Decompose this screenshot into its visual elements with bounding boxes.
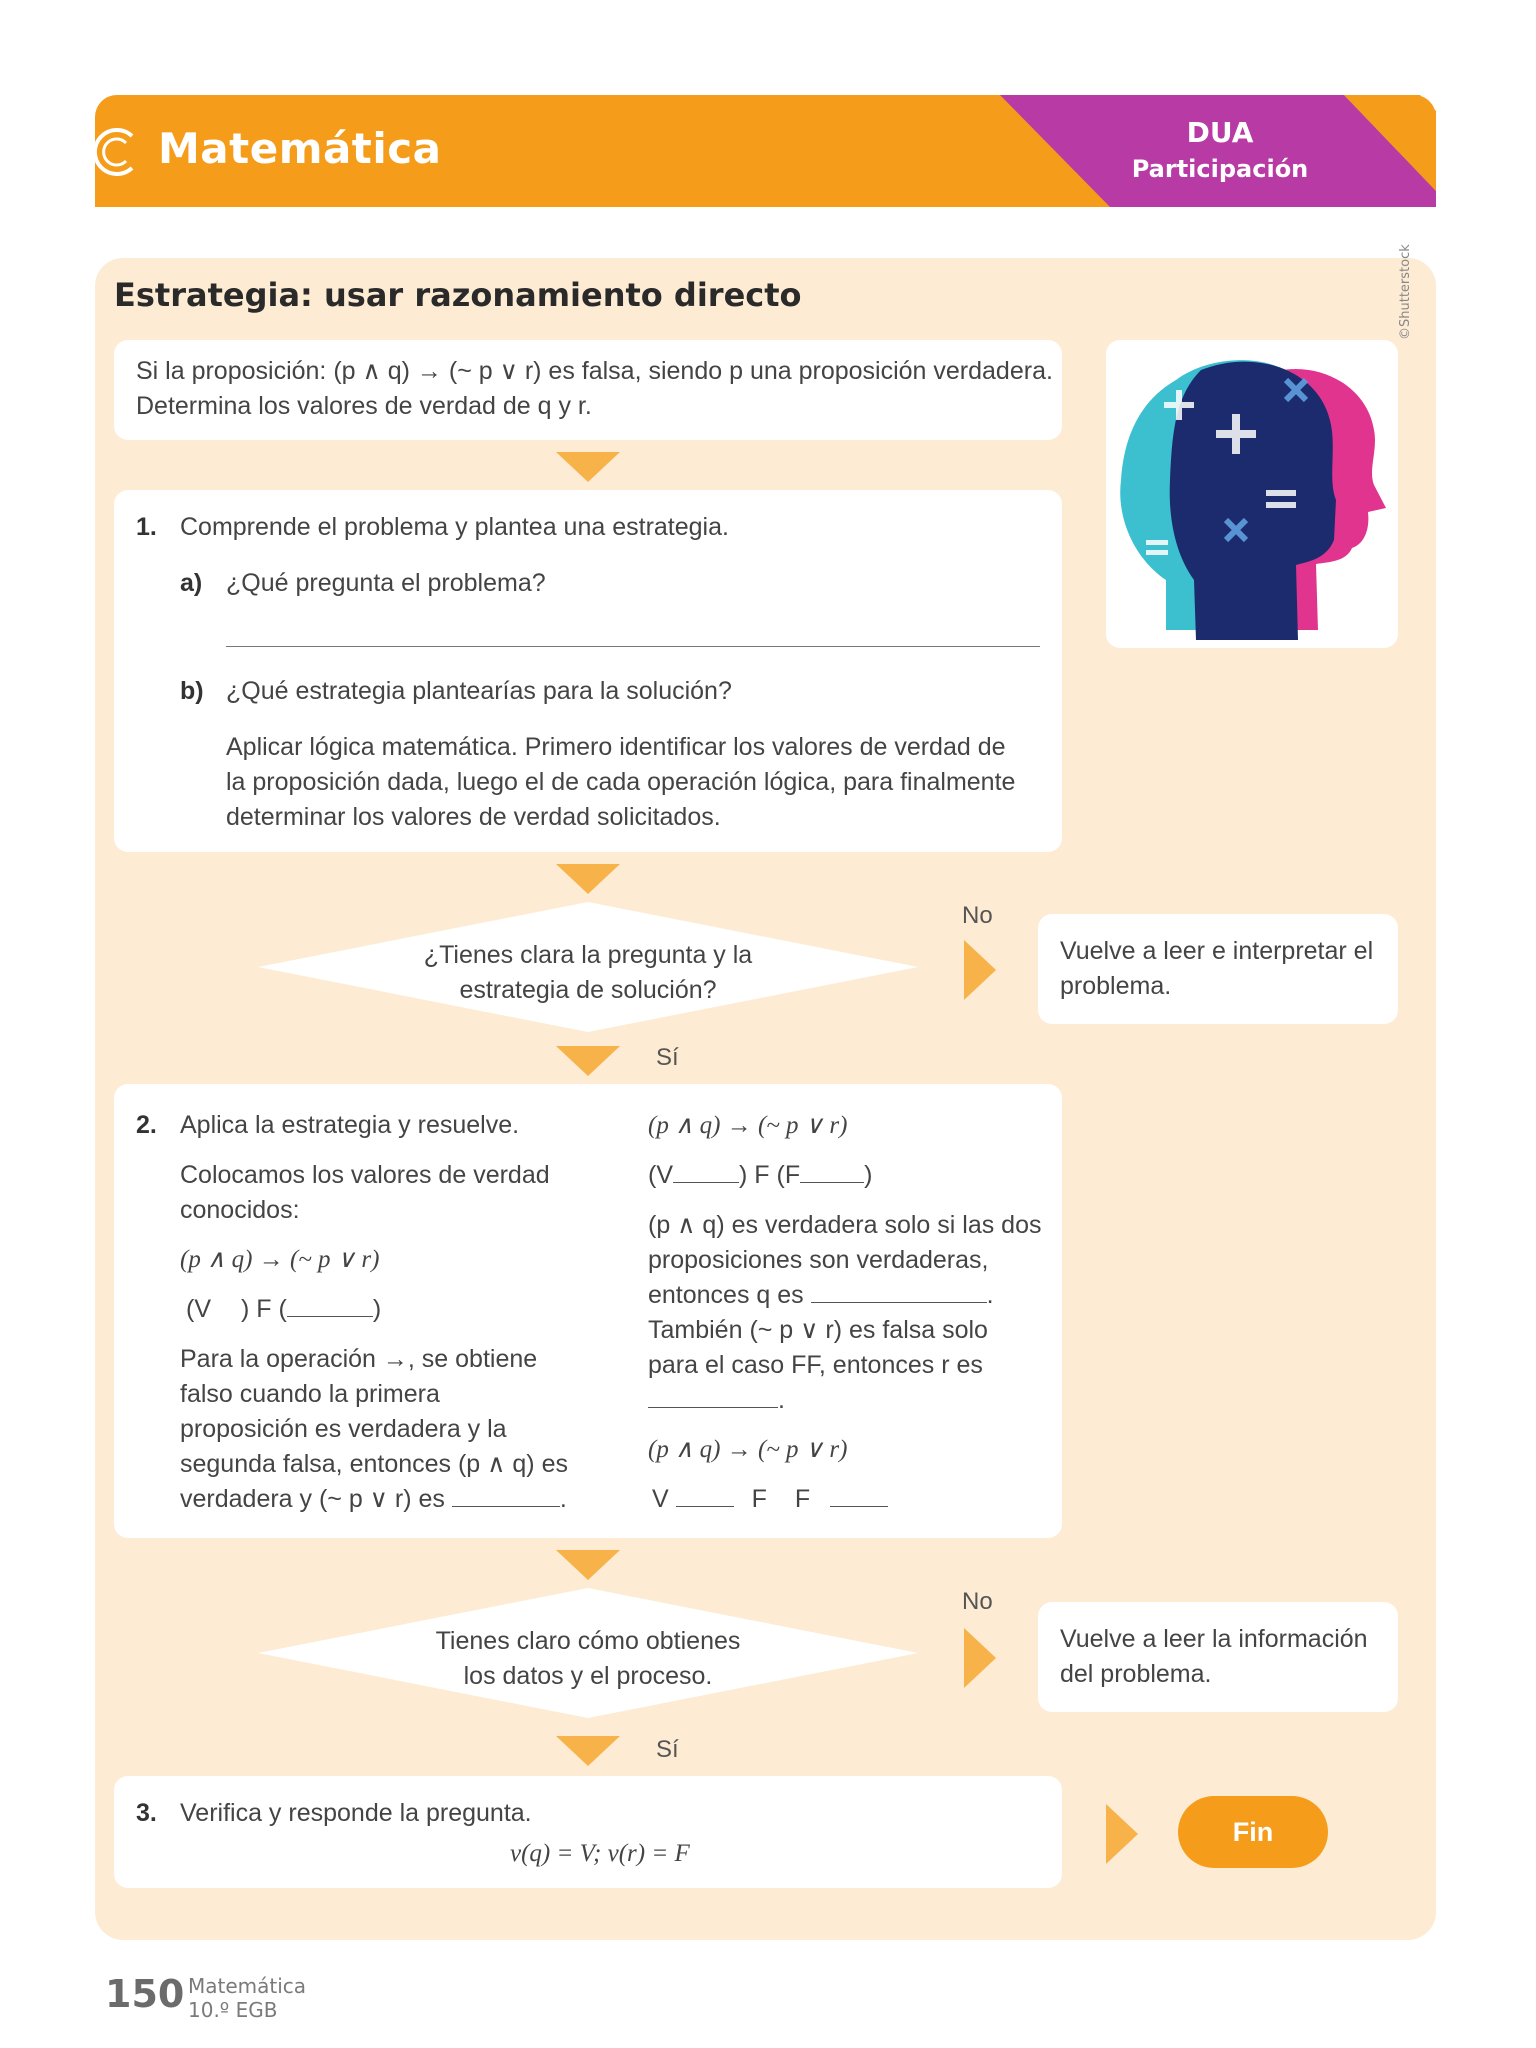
step-2-right-expression-1: (p ∧ q) → (~ p ∨ r) bbox=[648, 1112, 848, 1139]
step-2-right-p1-line-1: (p ∧ q) es verdadera solo si las dos bbox=[648, 1211, 1042, 1239]
step-2-left-p2-line-2: falso cuando la primera bbox=[180, 1380, 440, 1408]
flow-arrow-right-icon bbox=[964, 940, 996, 1000]
value-f: F bbox=[794, 1485, 811, 1513]
fill-blank[interactable] bbox=[287, 1294, 373, 1317]
step-3-number: 3. bbox=[136, 1799, 157, 1827]
flow-arrow-right-icon bbox=[964, 1628, 996, 1688]
value-v: V bbox=[652, 1485, 669, 1513]
end-terminal: Fin bbox=[1178, 1796, 1328, 1868]
problem-line-2: Determina los valores de verdad de q y r. bbox=[136, 392, 592, 420]
flow-arrow-down-icon bbox=[556, 864, 620, 894]
step-2-right-final-values bbox=[652, 1482, 888, 1517]
step-1b-answer-line-3: determinar los valores de verdad solicitados. bbox=[226, 803, 721, 831]
decision-2-side-line-1: Vuelve a leer la información bbox=[1060, 1625, 1368, 1653]
decision-2-line-2: los datos y el proceso. bbox=[463, 1662, 713, 1690]
step-1b-label: b) bbox=[180, 677, 204, 705]
step-2-right-p1-line-3: entonces q es bbox=[648, 1281, 804, 1309]
fill-blank[interactable] bbox=[800, 1160, 864, 1183]
step-3-title: Verifica y responde la pregunta. bbox=[180, 1799, 532, 1827]
step-3-box bbox=[114, 1776, 1062, 1888]
heads-math-icon bbox=[1106, 340, 1398, 648]
step-3-answer: v(q) = V; v(r) = F bbox=[510, 1840, 690, 1867]
answer-line bbox=[226, 646, 1040, 647]
dua-title: DUA bbox=[1186, 116, 1254, 149]
step-1-number: 1. bbox=[136, 513, 157, 541]
step-2-right-values bbox=[648, 1158, 872, 1193]
value-f: ) F (F bbox=[739, 1161, 801, 1189]
fill-blank[interactable] bbox=[830, 1484, 888, 1507]
step-1a-question: ¿Qué pregunta el problema? bbox=[226, 569, 546, 597]
fill-blank[interactable] bbox=[452, 1484, 560, 1507]
value-f: ) F ( bbox=[241, 1295, 287, 1323]
decision-1-no-label: No bbox=[962, 902, 993, 929]
step-2-title: Aplica la estrategia y resuelve. bbox=[180, 1111, 520, 1139]
flow-arrow-down-icon bbox=[556, 1046, 620, 1076]
flow-arrow-right-icon bbox=[1106, 1804, 1138, 1864]
step-1b-answer-line-1: Aplicar lógica matemática. Primero identificar los valores de verdad de bbox=[226, 733, 1006, 761]
strategy-title: Estrategia: usar razonamiento directo bbox=[114, 276, 802, 314]
step-2-left-p2-line-3: proposición es verdadera y la bbox=[180, 1415, 507, 1443]
value-v: (V bbox=[186, 1295, 211, 1323]
step-2-right-p1-line-2: proposiciones son verdaderas, bbox=[648, 1246, 989, 1274]
value-end: ) bbox=[372, 1295, 382, 1323]
step-2-number: 2. bbox=[136, 1111, 157, 1139]
fill-blank[interactable] bbox=[676, 1484, 734, 1507]
step-1b-question: ¿Qué estrategia plantearías para la solución? bbox=[226, 677, 732, 705]
step-1-title: Comprende el problema y plantea una estrategia. bbox=[180, 513, 729, 541]
dua-subtitle: Participación bbox=[1131, 155, 1309, 183]
fill-blank[interactable] bbox=[811, 1280, 987, 1303]
decision-2-side-line-2: del problema. bbox=[1060, 1660, 1212, 1688]
subject-logo-icon bbox=[92, 126, 144, 178]
image-credit: ©Shutterstock bbox=[1398, 244, 1413, 340]
step-2-left-p2-line-4: segunda falsa, entonces (p ∧ q) es bbox=[180, 1450, 568, 1478]
step-2-left-p1-line-2: conocidos: bbox=[180, 1196, 300, 1224]
flow-arrow-down-icon bbox=[556, 1550, 620, 1580]
fill-blank[interactable] bbox=[673, 1160, 739, 1183]
footer-subject: Matemática bbox=[188, 1974, 307, 1998]
footer-grade: 10.º EGB bbox=[188, 1998, 278, 2022]
decision-2-no-label: No bbox=[962, 1588, 993, 1615]
subject-title: Matemática bbox=[158, 124, 442, 173]
step-2-right-expression-2: (p ∧ q) → (~ p ∨ r) bbox=[648, 1436, 848, 1463]
step-2-left-p2-line-5-wrap: verdadera y (~ p ∨ r) es . bbox=[180, 1485, 567, 1513]
decision-1-yes-label: Sí bbox=[656, 1044, 679, 1071]
problem-line-1: Si la proposición: (p ∧ q) → (~ p ∨ r) es falsa, siendo p una proposición verdadera. bbox=[136, 357, 1053, 385]
fill-blank[interactable] bbox=[648, 1385, 778, 1408]
flow-arrow-down-icon bbox=[556, 1736, 620, 1766]
problem-box bbox=[114, 340, 1062, 440]
step-1-box bbox=[114, 490, 1062, 852]
step-2-left-values bbox=[186, 1292, 381, 1327]
decision-1-line-2: estrategia de solución? bbox=[459, 976, 717, 1004]
flow-arrow-down-icon bbox=[556, 452, 620, 482]
step-2-right-p1-line-3-wrap: entonces q es . bbox=[648, 1281, 994, 1309]
decision-2-yes-label: Sí bbox=[656, 1736, 679, 1763]
decision-1-side-box bbox=[1038, 914, 1398, 1024]
value-end: ) bbox=[864, 1161, 873, 1189]
step-2-right-p1-line-6: . bbox=[648, 1383, 785, 1418]
step-2-left-p2-line-1: Para la operación →, se obtiene bbox=[180, 1345, 538, 1373]
decision-1-line-1: ¿Tienes clara la pregunta y la bbox=[423, 941, 753, 969]
dua-banner-shape bbox=[1000, 95, 1436, 207]
step-1a-label: a) bbox=[180, 569, 203, 597]
value-v: (V bbox=[648, 1161, 673, 1189]
step-2-box bbox=[114, 1084, 1062, 1538]
step-2-left-expression: (p ∧ q) → (~ p ∨ r) bbox=[180, 1246, 380, 1273]
decision-1-side-line-1: Vuelve a leer e interpretar el bbox=[1060, 937, 1374, 965]
value-f: F bbox=[751, 1485, 767, 1513]
decision-2-side-box bbox=[1038, 1602, 1398, 1712]
head-illustration bbox=[1106, 340, 1398, 648]
decision-1-side-line-2: problema. bbox=[1060, 972, 1172, 1000]
step-2-left-p2-line-5: verdadera y (~ p ∨ r) es bbox=[180, 1485, 445, 1513]
step-1b-answer-line-2: la proposición dada, luego el de cada operación lógica, para finalmente bbox=[226, 768, 1016, 796]
decision-2-line-1: Tienes claro cómo obtienes bbox=[435, 1627, 741, 1655]
page-number: 150 bbox=[105, 1972, 185, 2016]
step-2-right-p1-line-4: También (~ p ∨ r) es falsa solo bbox=[648, 1316, 988, 1344]
step-2-left-p1-line-1: Colocamos los valores de verdad bbox=[180, 1161, 550, 1189]
step-2-right-p1-line-5: para el caso FF, entonces r es bbox=[648, 1351, 983, 1379]
